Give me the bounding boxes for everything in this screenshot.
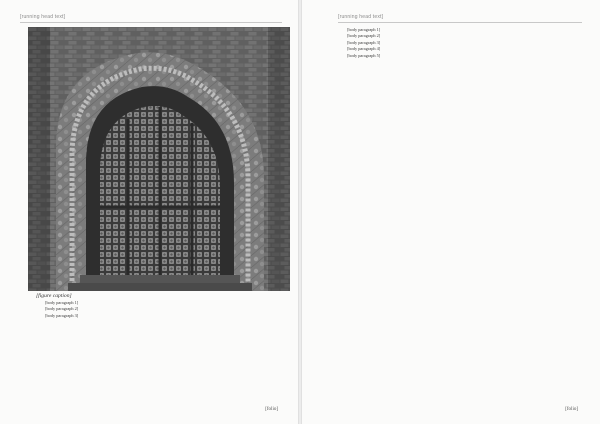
arch-window-photo (28, 27, 290, 291)
arch-window-illustration (28, 27, 290, 291)
left-header-rule (20, 22, 282, 23)
left-paragraph: [body paragraph 2] (45, 306, 79, 312)
left-body-text (36, 300, 280, 319)
left-paragraph: [body paragraph 1] (45, 300, 79, 305)
left-paragraph: [body paragraph 3] (45, 312, 79, 318)
right-paragraph: [body paragraph 3] (347, 39, 381, 45)
right-header-rule (338, 22, 582, 23)
right-paragraph: [body paragraph 4] (347, 46, 381, 52)
right-body-text (338, 27, 582, 59)
right-page (302, 0, 600, 424)
right-paragraph: [body paragraph 1] (347, 27, 381, 32)
left-running-head: [running head text] (20, 14, 66, 20)
right-paragraph: [body paragraph 2] (347, 33, 381, 39)
left-page (0, 0, 298, 424)
left-page-number: [folio] (265, 407, 278, 412)
right-running-head: [running head text] (338, 14, 384, 20)
right-paragraph: [body paragraph 5] (347, 52, 381, 58)
right-page-number: [folio] (565, 407, 578, 412)
figure-caption: [figure caption] (36, 293, 72, 299)
